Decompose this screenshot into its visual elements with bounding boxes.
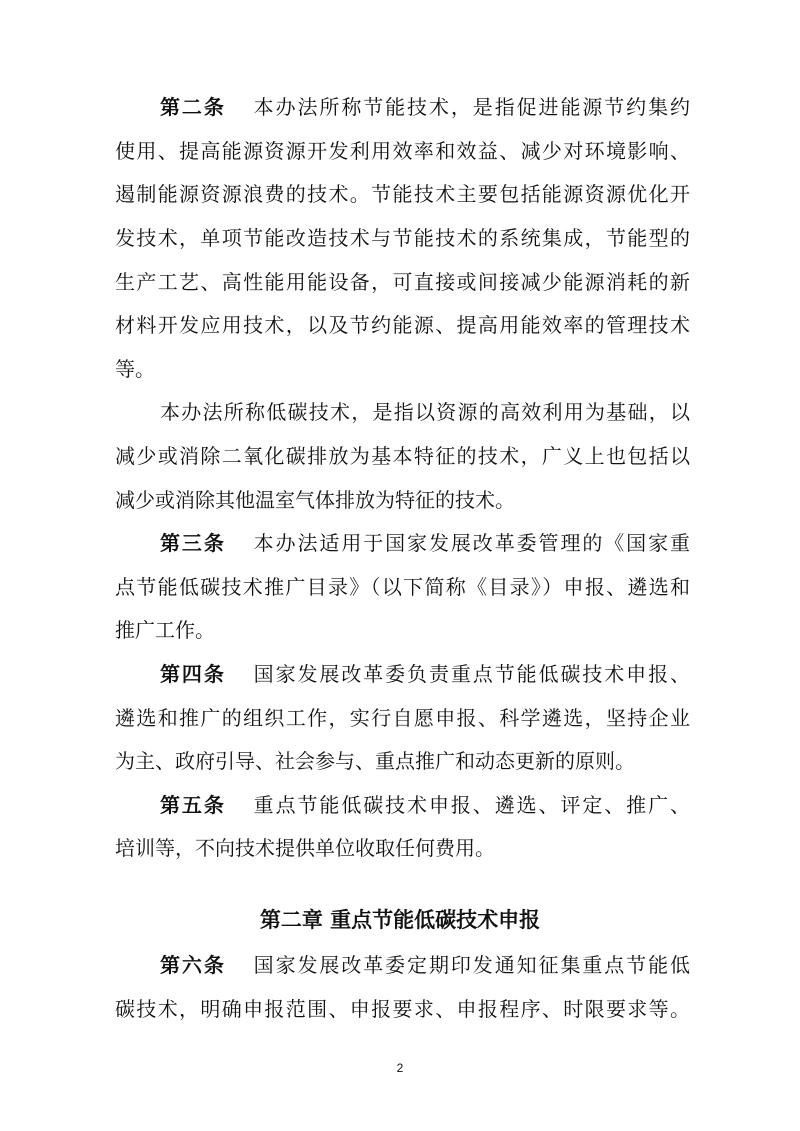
article-6-line-1 <box>115 944 690 988</box>
article-2-line-4: 发技术，单项节能改造技术与节能技术的系统集成，节能型的 <box>115 225 690 250</box>
article-2-para2-line-3: 减少或消除其他温室气体排放为特征的技术。 <box>115 487 515 512</box>
article-4-line-2: 遴选和推广的组织工作，实行自愿申报、科学遴选，坚持企业 <box>115 705 690 730</box>
page-number: 2 <box>396 1061 404 1075</box>
article-3-label: 第三条 <box>160 531 226 556</box>
article-2-line-6: 材料开发应用技术，以及节约能源、提高用能效率的管理技术 <box>115 313 690 338</box>
article-3-line-2: 点节能低碳技术推广目录》（以下简称《目录》）申报、遴选和 <box>115 574 690 599</box>
article-3-line-1 <box>115 522 690 566</box>
chapter-heading: 第二章 重点节能低碳技术申报 <box>259 907 541 932</box>
article-2-line-5: 生产工艺、高性能用能设备，可直接或间接减少能源消耗的新 <box>115 269 690 294</box>
article-2-para2-line-2: 减少或消除二氧化碳排放为基本特征的技术，广义上也包括以 <box>115 443 690 468</box>
article-4-line-1 <box>115 653 690 697</box>
article-4-label: 第四条 <box>160 661 226 686</box>
article-3-text: 本办法适用于国家发展改革委管理的《国家重 <box>251 531 691 556</box>
article-4-text: 国家发展改革委负责重点节能低碳技术申报、 <box>251 661 691 686</box>
body-text <box>115 86 690 871</box>
article-5-line-1 <box>115 784 690 828</box>
article-6-label: 第六条 <box>160 953 226 977</box>
article-6-line-2: 碳技术，明确申报范围、申报要求、申报程序、时限要求等。 <box>115 996 690 1021</box>
article-2-label: 第二条 <box>160 95 226 120</box>
article-2-para2-line-1: 本办法所称低碳技术，是指以资源的高效利用为基础，以 <box>160 400 690 425</box>
article-2-line-1 <box>115 86 690 130</box>
article-5-label: 第五条 <box>160 792 226 817</box>
article-2-line-7: 等。 <box>115 356 155 381</box>
article-6-text: 国家发展改革委定期印发通知征集重点节能低 <box>251 953 691 977</box>
article-2-line-3: 遏制能源资源浪费的技术。节能技术主要包括能源资源优化开 <box>115 182 690 207</box>
article-5-text: 重点节能低碳技术申报、遴选、评定、推广、 <box>251 792 691 817</box>
article-2-line-2: 使用、提高能源资源开发利用效率和效益、减少对环境影响、 <box>115 138 690 163</box>
article-3-line-3: 推广工作。 <box>115 618 215 643</box>
article-2-text: 本办法所称节能技术，是指促进能源节约集约 <box>251 95 691 120</box>
article-6-block <box>115 944 690 1031</box>
article-5-line-2: 培训等，不向技术提供单位收取任何费用。 <box>115 836 495 861</box>
article-4-line-3: 为主、政府引导、社会参与、重点推广和动态更新的原则。 <box>115 749 635 774</box>
